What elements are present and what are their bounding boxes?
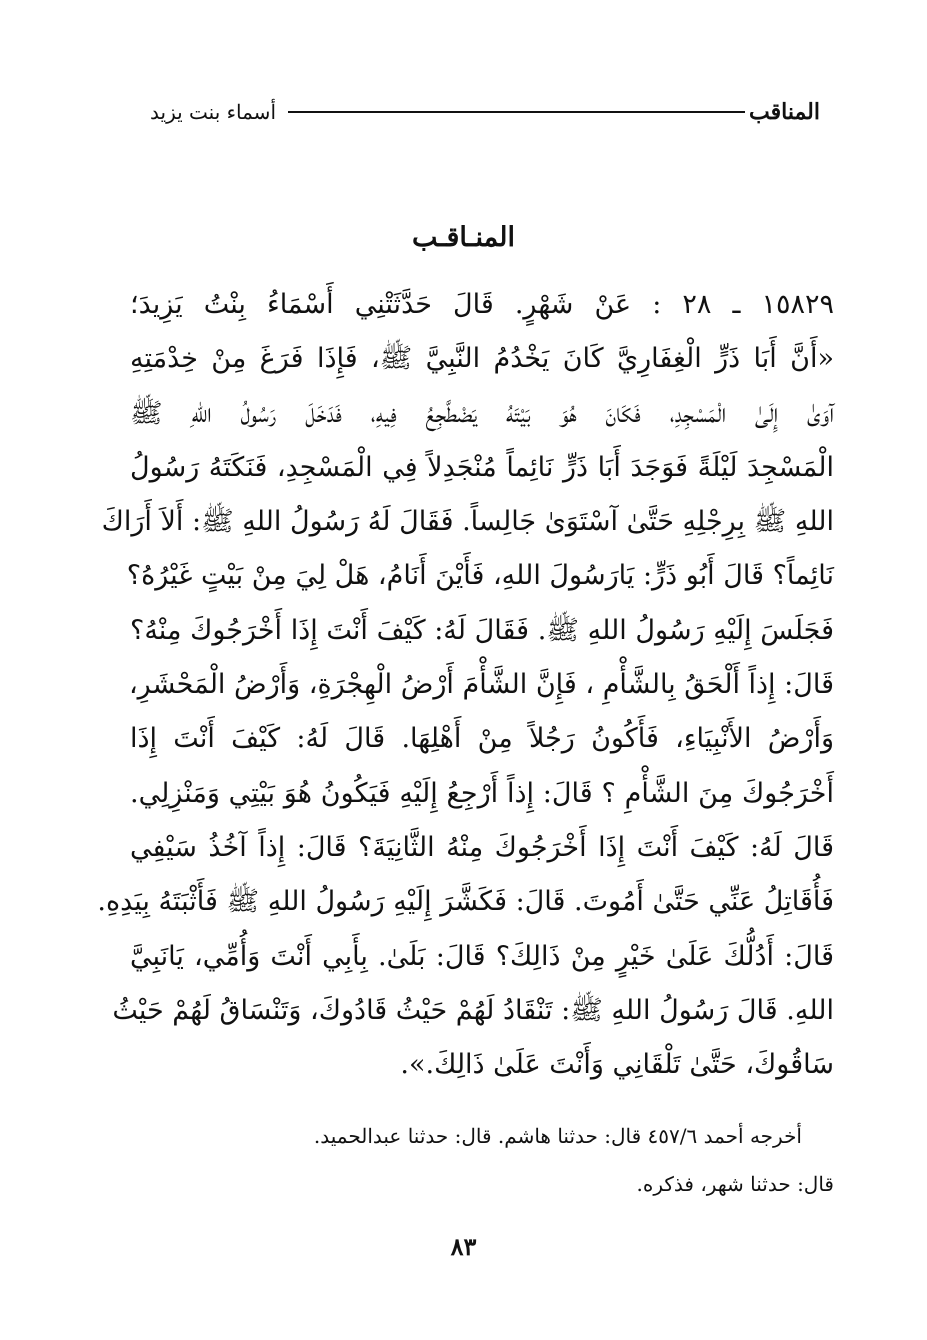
page-number: ٨٣: [450, 1232, 477, 1261]
hadith-line: الْمَسْجِدَ لَيْلَةً فَوَجَدَ أَبَا ذَرٍّ نَائِماً مُنْجَدِلاً فِي الْمَسْجِدِ، فَنَكَتَهُ رَسُولُ: [130, 451, 834, 483]
hadith-line-last: سَاقُوكَ، حَتَّىٰ تَلْقَانِي وَأَنْتَ عَلَىٰ ذَالِكَ.».: [400, 1049, 834, 1081]
source-footnote: [130, 1112, 834, 1208]
hadith-line: وَأَرْضُ الأَنْبِيَاءِ، فَأَكُونُ رَجُلاً مِنْ أَهْلِهَا. قَالَ لَهُ: كَيْفَ أَنْتَ إِذَا: [130, 723, 834, 755]
hadith-line: نَائِماً؟ قَالَ أَبُو ذَرٍّ: يَارَسُولَ اللهِ، فَأَيْنَ أَنَامُ، هَلْ لِيَ مِنْ بَيْتٍ غَيْرُهُ؟: [126, 560, 834, 592]
footnote-line: قال: حدثنا شهر، فذكره.: [636, 1172, 834, 1196]
hadith-text: [97, 278, 834, 1092]
chapter-title: المنـاقـب: [412, 222, 515, 253]
running-head-rule: [288, 111, 745, 113]
running-head: [150, 92, 820, 132]
hadith-line: فَجَلَسَ إِلَيْهِ رَسُولُ اللهِ ﷺ. فَقَالَ لَهُ: كَيْفَ أَنْتَ إِذَا أَخْرَجُوكَ مِنْهُ؟: [130, 614, 834, 646]
hadith-line: قَالَ: أَدُلُّكَ عَلَىٰ خَيْرٍ مِنْ ذَالِكَ؟ قَالَ: بَلَىٰ. بِأَبِي أَنْتَ وَأُمِّي، يَانَبِيَّ: [130, 940, 834, 972]
hadith-line: ١٥٨٢٩ ـ ٢٨ : عَنْ شَهْرٍ. قَالَ حَدَّثَتْنِي أَسْمَاءُ بِنْتُ يَزِيدَ؛: [130, 289, 834, 320]
hadith-line: قَالَ: إِذاً أَلْحَقُ بِالشَّأْمِ ، فَإِنَّ الشَّأْمَ أَرْضُ الْهِجْرَةِ، وَأَرْضُ الْمَحْشَرِ،: [128, 669, 834, 701]
hadith-line: «أَنَّ أَبَا ذَرٍّ الْغِفَارِيَّ كَانَ يَخْدُمُ النَّبِيَّ ﷺ، فَإِذَا فَرَغَ مِنْ خِدْمَتِهِ: [130, 343, 834, 375]
footnote-line: أخرجه أحمد ٤٥٧/٦ قال: حدثنا هاشم. قال: حدثنا عبدالحميد.: [313, 1124, 802, 1148]
hadith-line: أَخْرَجُوكَ مِنَ الشَّأْمِ ؟ قَالَ: إِذاً أَرْجِعُ إِلَيْهِ فَيَكُونُ هُوَ بَيْتِي وَمَنْزِلِي.: [130, 777, 834, 809]
hadith-line: فَأُقَاتِلُ عَنِّي حَتَّىٰ أَمُوتَ. قَالَ: فَكَشَّرَ إِلَيْهِ رَسُولُ اللهِ ﷺ فَأَثْبَتَهُ بِيَدِهِ.: [97, 886, 834, 918]
hadith-line: قَالَ لَهُ: كَيْفَ أَنْتَ إِذَا أَخْرَجُوكَ مِنْهُ الثَّانِيَةَ؟ قَالَ: إِذاً آخُذُ سَيْفِي: [130, 831, 834, 863]
hadith-line: اللهِ ﷺ بِرِجْلِهِ حَتَّىٰ آسْتَوَىٰ جَالِساً. فَقَالَ لَهُ رَسُولُ اللهِ ﷺ: أَلاَ أَرَاكَ: [101, 506, 834, 538]
hadith-line: آوَىٰ إِلَىٰ الْمَسْجِدِ، فَكَانَ هُوَ بَيْتَهُ يَضْطَّجِعُ فِيهِ، فَدَخَلَ رَسُولُ اللهِ ﷺ: [130, 397, 834, 429]
running-head-subject: أسماء بنت يزيد: [150, 100, 276, 124]
running-head-chapter: المناقب: [749, 99, 820, 125]
hadith-line: اللهِ. قَالَ رَسُولُ اللهِ ﷺ: تَنْقَادُ لَهُمْ حَيْثُ قَادُوكَ، وَتَنْسَاقُ لَهُمْ حَيْثُ: [112, 994, 834, 1026]
